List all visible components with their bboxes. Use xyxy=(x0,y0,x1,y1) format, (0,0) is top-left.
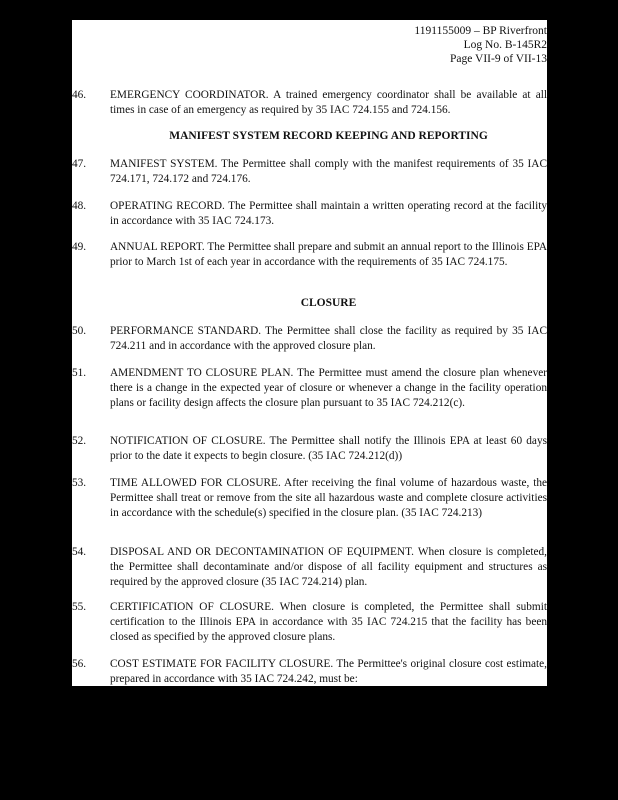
page-header xyxy=(414,24,547,66)
list-item xyxy=(72,366,547,411)
item-text: MANIFEST SYSTEM. The Permittee shall comply with the manifest requirements of 35 IAC 724.171, 724.172 and 724.176. xyxy=(110,158,547,185)
item-text: COST ESTIMATE FOR FACILITY CLOSURE. The Permittee's original closure cost estimate, prepared in accordance with 35 IAC 724.242, must be: xyxy=(110,658,547,685)
item-number: 48. xyxy=(72,200,87,212)
item-text: EMERGENCY COORDINATOR. A trained emergency coordinator shall be available at all times in case of an emergency as required by 35 IAC 724.155 and 724.156. xyxy=(110,89,547,116)
header-document-id: 1191155009 – BP Riverfront xyxy=(414,25,547,37)
item-number: 50. xyxy=(72,325,87,337)
list-item xyxy=(72,199,547,229)
list-item xyxy=(72,476,547,521)
section-heading-closure: CLOSURE xyxy=(300,297,357,309)
item-number: 56. xyxy=(72,658,87,670)
item-text: TIME ALLOWED FOR CLOSURE. After receiving the final volume of hazardous waste, the Permittee shall treat or remove from the site all hazardous waste and complete closure activities in accordance with the schedule(s) specified in the closure plan. (35 IAC 724.213) xyxy=(110,477,547,519)
list-item xyxy=(72,657,547,686)
item-number: 53. xyxy=(72,477,87,489)
header-log-number: Log No. B-145R2 xyxy=(463,39,547,51)
list-item xyxy=(72,545,547,590)
document-page xyxy=(72,20,547,686)
item-text: NOTIFICATION OF CLOSURE. The Permittee shall notify the Illinois EPA at least 60 days prior to the date it expects to begin closure. (35 IAC 724.212(d)) xyxy=(110,435,547,462)
item-text: ANNUAL REPORT. The Permittee shall prepare and submit an annual report to the Illinois EPA prior to March 1st of each year in accordance with the requirements of 35 IAC 724.175. xyxy=(110,241,547,268)
item-text: DISPOSAL AND OR DECONTAMINATION OF EQUIPMENT. When closure is completed, the Permittee shall decontaminate and/or dispose of all facility equipment and structures as required by the approved closure (35 IAC 724.214) plan. xyxy=(110,546,547,588)
list-item xyxy=(72,240,547,270)
item-number: 54. xyxy=(72,546,87,558)
item-number: 51. xyxy=(72,367,87,379)
item-text: PERFORMANCE STANDARD. The Permittee shall close the facility as required by 35 IAC 724.211 and in accordance with the approved closure plan. xyxy=(110,325,547,352)
item-number: 46. xyxy=(72,89,87,101)
item-number: 49. xyxy=(72,241,87,253)
item-number: 52. xyxy=(72,435,87,447)
list-item xyxy=(72,324,547,354)
list-item xyxy=(72,434,547,464)
item-text: CERTIFICATION OF CLOSURE. When closure is completed, the Permittee shall submit certification to the Illinois EPA in accordance with 35 IAC 724.215 that the facility has been closed as specified by the approved closure plans. xyxy=(110,601,547,643)
item-number: 47. xyxy=(72,158,87,170)
header-page-number: Page VII-9 of VII-13 xyxy=(450,53,547,65)
item-text: AMENDMENT TO CLOSURE PLAN. The Permittee must amend the closure plan whenever there is a change in the expected year of closure or whenever a change in the facility operation plans or facility design affects the closure plan pursuant to 35 IAC 724.212(c). xyxy=(110,367,547,409)
item-text: OPERATING RECORD. The Permittee shall maintain a written operating record at the facility in accordance with 35 IAC 724.173. xyxy=(110,200,547,227)
list-item xyxy=(72,88,547,118)
list-item xyxy=(72,600,547,645)
list-item xyxy=(72,157,547,187)
section-heading-manifest: MANIFEST SYSTEM RECORD KEEPING AND REPORTING xyxy=(169,130,488,142)
item-number: 55. xyxy=(72,601,87,613)
